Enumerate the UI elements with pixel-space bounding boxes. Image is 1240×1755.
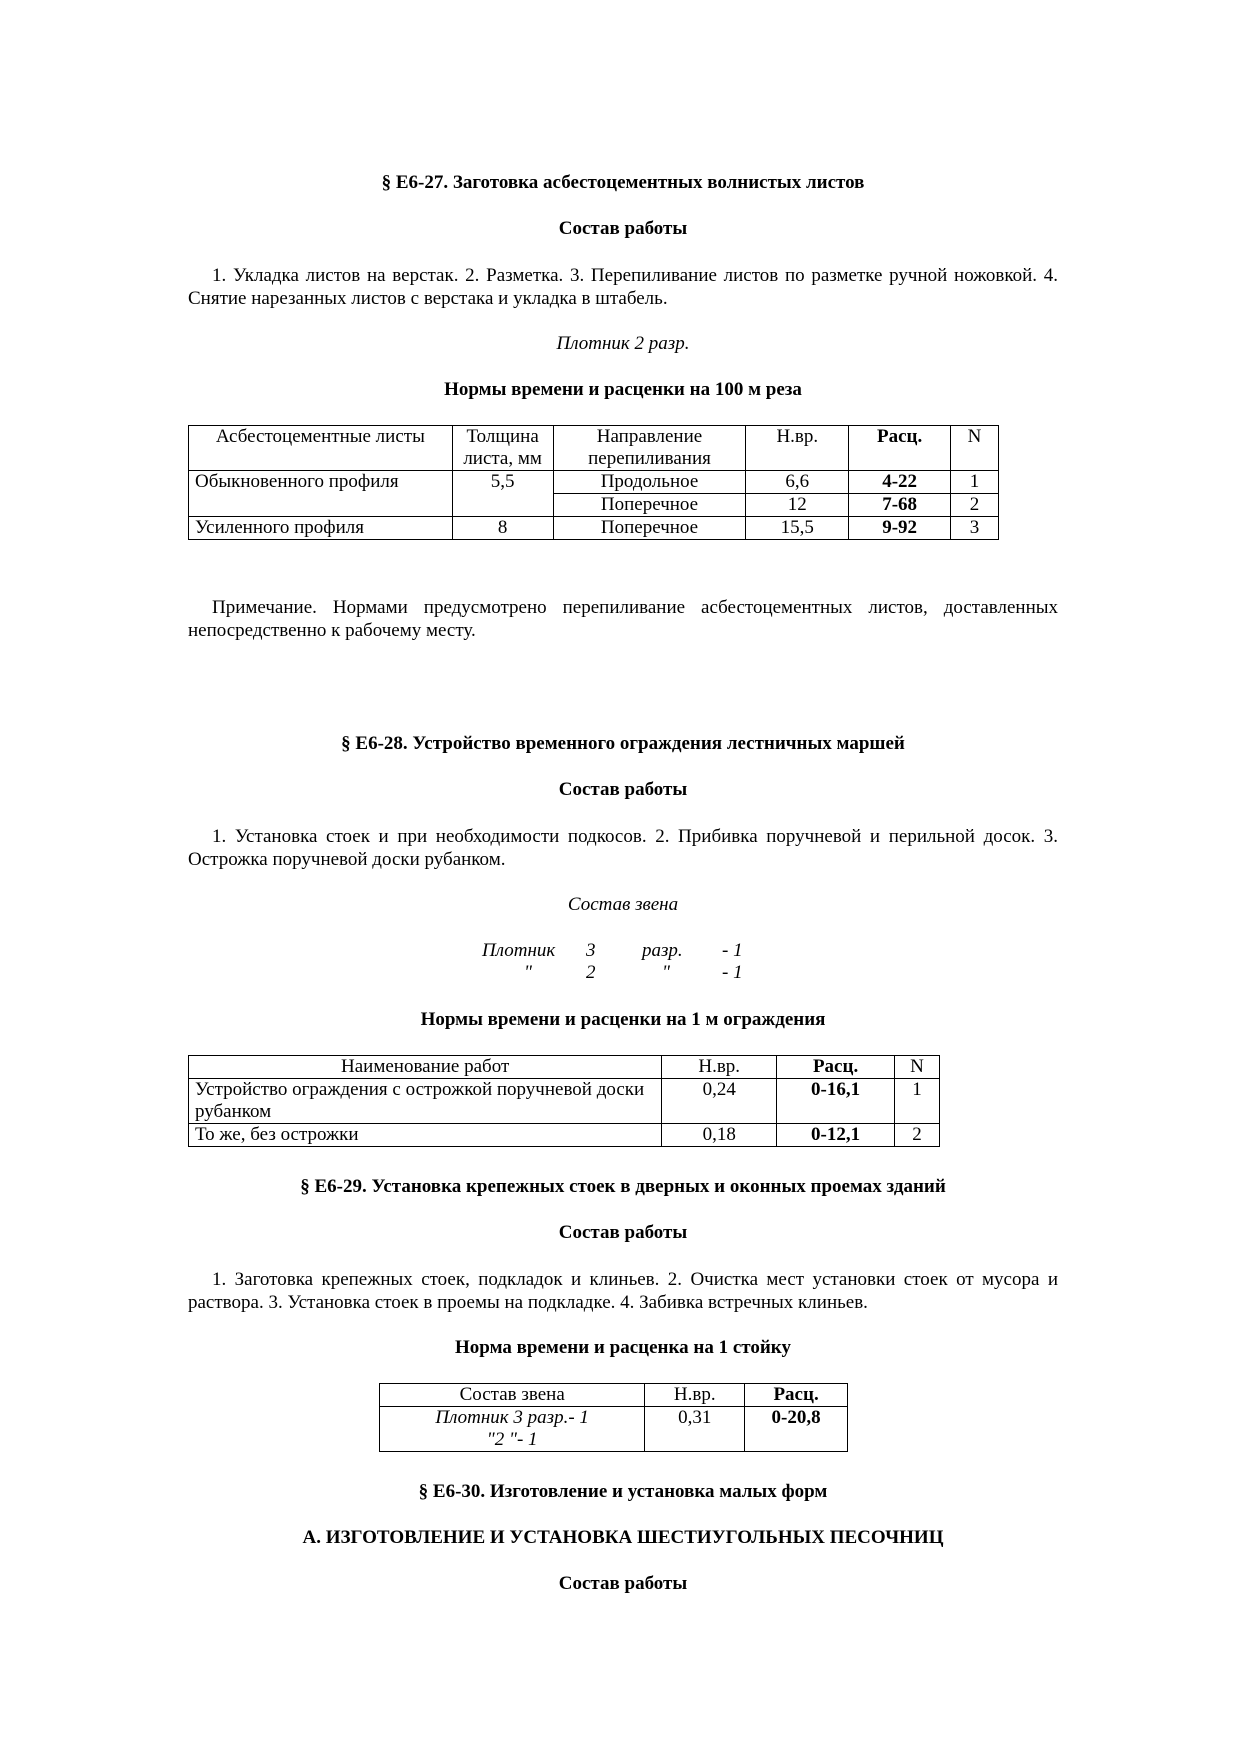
crew-role: Плотник — [482, 940, 556, 961]
work-heading: Состав работы — [558, 1573, 688, 1594]
crew-line: Плотник 3 разр.- 1 — [435, 1407, 589, 1428]
worker-grade: Плотник 2 разр. — [556, 333, 690, 354]
cell-thickness: 8 — [452, 517, 553, 540]
crew-unit: " — [662, 962, 670, 983]
crew-unit: разр. — [642, 940, 683, 961]
cell-sheet: Обыкновенного профиля — [189, 471, 453, 517]
crew-heading: Состав звена — [567, 894, 679, 915]
table-row — [189, 471, 999, 494]
crew-line: "2 "- 1 — [486, 1429, 538, 1450]
crew-row — [482, 962, 782, 984]
column-header: Асбестоцементные листы — [189, 426, 453, 471]
table-header-row — [189, 1056, 940, 1079]
norms-heading: Норма времени и расценка на 1 стойку — [455, 1337, 791, 1358]
cell-n: 1 — [895, 1079, 940, 1124]
cell-n: 2 — [895, 1124, 940, 1147]
cell-time: 0,31 — [645, 1407, 745, 1452]
column-header: Н.вр. — [662, 1056, 777, 1079]
work-description: 1. Установка стоек и при необходимости подкосов. 2. Прибивка поручневой и перильной досок. 3. Острожка поручневой доски рубанком. — [188, 826, 1058, 870]
cell-time: 12 — [746, 494, 849, 517]
section-title-e6-29: § Е6-29. Установка крепежных стоек в дверных и оконных проемах зданий — [300, 1176, 946, 1197]
cell-thickness: 5,5 — [452, 471, 553, 517]
norms-table-e6-28 — [188, 1055, 940, 1147]
cell-n: 1 — [951, 471, 999, 494]
cell-n: 3 — [951, 517, 999, 540]
crew-grade: 2 — [586, 962, 596, 983]
column-header: Н.вр. — [746, 426, 849, 471]
table-row — [189, 1079, 940, 1124]
work-heading: Состав работы — [558, 779, 688, 800]
cell-rate: 7-68 — [849, 494, 951, 517]
cell-time: 15,5 — [746, 517, 849, 540]
table-note: Примечание. Нормами предусмотрено перепиливание асбестоцементных листов, доставленных непосредственно к рабочему месту. — [188, 597, 1058, 641]
work-heading: Состав работы — [558, 218, 688, 239]
column-header: Расц. — [745, 1384, 848, 1407]
crew-grade: 3 — [586, 940, 596, 961]
table-row — [189, 1124, 940, 1147]
cell-time: 6,6 — [746, 471, 849, 494]
norms-table-e6-29 — [379, 1383, 848, 1452]
crew-row — [482, 940, 782, 962]
column-header: Направление перепиливания — [553, 426, 746, 471]
cell-time: 0,24 — [662, 1079, 777, 1124]
cell-name: То же, без острожки — [189, 1124, 662, 1147]
norms-heading: Нормы времени и расценки на 100 м реза — [444, 379, 802, 400]
column-header: Расц. — [849, 426, 951, 471]
cell-direction: Поперечное — [553, 517, 746, 540]
cell-rate: 0-20,8 — [745, 1407, 848, 1452]
cell-rate: 9-92 — [849, 517, 951, 540]
crew-role: " — [524, 962, 532, 983]
column-header: Н.вр. — [645, 1384, 745, 1407]
crew-list — [482, 940, 782, 984]
section-title-e6-27: § Е6-27. Заготовка асбестоцементных волнистых листов — [381, 172, 865, 193]
cell-rate: 0-12,1 — [777, 1124, 895, 1147]
cell-rate: 4-22 — [849, 471, 951, 494]
cell-n: 2 — [951, 494, 999, 517]
subsection-title: А. ИЗГОТОВЛЕНИЕ И УСТАНОВКА ШЕСТИУГОЛЬНЫХ ПЕСОЧНИЦ — [302, 1527, 944, 1548]
section-title-e6-28: § Е6-28. Устройство временного ограждения лестничных маршей — [341, 733, 905, 754]
column-header: Наименование работ — [189, 1056, 662, 1079]
cell-rate: 0-16,1 — [777, 1079, 895, 1124]
column-header: Состав звена — [380, 1384, 645, 1407]
column-header: Расц. — [777, 1056, 895, 1079]
table-row — [380, 1407, 848, 1452]
column-header: N — [895, 1056, 940, 1079]
table-header-row — [380, 1384, 848, 1407]
work-description: 1. Заготовка крепежных стоек, подкладок и клиньев. 2. Очистка мест установки стоек от мусора и раствора. 3. Установка стоек в проемы на подкладке. 4. Забивка встречных клиньев. — [188, 1269, 1058, 1313]
cell-sheet: Усиленного профиля — [189, 517, 453, 540]
work-heading: Состав работы — [558, 1222, 688, 1243]
cell-crew — [380, 1407, 645, 1452]
norms-table-e6-27 — [188, 425, 999, 540]
crew-count: - 1 — [722, 962, 743, 983]
section-title-e6-30: § Е6-30. Изготовление и установка малых форм — [418, 1481, 828, 1502]
column-header: Толщина листа, мм — [452, 426, 553, 471]
norms-heading: Нормы времени и расценки на 1 м ограждения — [420, 1009, 826, 1030]
table-header-row — [189, 426, 999, 471]
cell-time: 0,18 — [662, 1124, 777, 1147]
cell-name: Устройство ограждения с острожкой поручневой доски рубанком — [189, 1079, 662, 1124]
work-description: 1. Укладка листов на верстак. 2. Разметка. 3. Перепиливание листов по разметке ручной ножовкой. 4. Снятие нарезанных листов с верстака и укладка в штабель. — [188, 265, 1058, 309]
table-row — [189, 517, 999, 540]
column-header: N — [951, 426, 999, 471]
cell-direction: Поперечное — [553, 494, 746, 517]
crew-count: - 1 — [722, 940, 743, 961]
cell-direction: Продольное — [553, 471, 746, 494]
